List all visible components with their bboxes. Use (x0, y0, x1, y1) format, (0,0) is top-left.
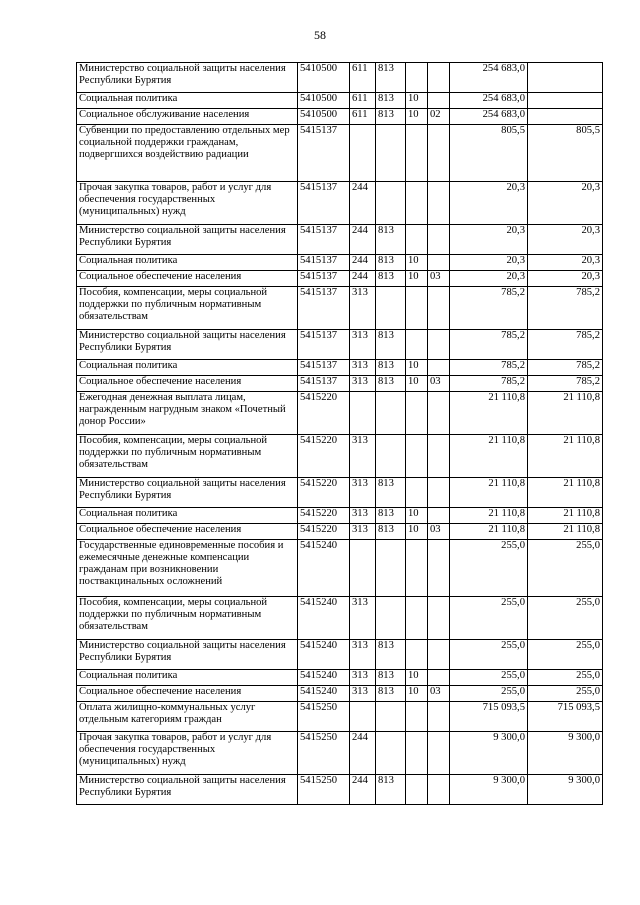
expense-type: 244 (350, 225, 376, 255)
expense-type: 313 (350, 524, 376, 540)
administrator-code: 813 (376, 376, 406, 392)
target-code: 5415220 (298, 508, 350, 524)
expense-type: 313 (350, 478, 376, 508)
expense-type: 313 (350, 508, 376, 524)
row-name: Министерство социальной защиты населения Республики Бурятия (77, 63, 298, 93)
table-row (77, 508, 603, 524)
amount-total: 20,3 (450, 271, 528, 287)
administrator-code: 813 (376, 686, 406, 702)
amount-subvention: 255,0 (528, 640, 603, 670)
amount-total: 255,0 (450, 597, 528, 640)
subsection-code (428, 597, 450, 640)
target-code: 5410500 (298, 93, 350, 109)
page-number: 58 (314, 28, 326, 42)
target-code: 5415240 (298, 686, 350, 702)
expense-type (350, 702, 376, 732)
section-code: 10 (406, 109, 428, 125)
amount-total: 20,3 (450, 182, 528, 225)
row-name: Социальное обеспечение населения (77, 271, 298, 287)
amount-subvention: 715 093,5 (528, 702, 603, 732)
section-code (406, 640, 428, 670)
administrator-code: 813 (376, 508, 406, 524)
amount-subvention: 21 110,8 (528, 508, 603, 524)
target-code: 5415220 (298, 524, 350, 540)
target-code: 5415137 (298, 125, 350, 182)
subsection-code: 02 (428, 109, 450, 125)
amount-subvention: 20,3 (528, 271, 603, 287)
row-name: Ежегодная денежная выплата лицам, награжденным нагрудным знаком «Почетный донор России» (77, 392, 298, 435)
administrator-code: 813 (376, 478, 406, 508)
subsection-code (428, 540, 450, 597)
table-row (77, 524, 603, 540)
section-code (406, 125, 428, 182)
table-row (77, 640, 603, 670)
amount-subvention: 21 110,8 (528, 524, 603, 540)
amount-subvention: 785,2 (528, 330, 603, 360)
section-code: 10 (406, 524, 428, 540)
row-name: Министерство социальной защиты населения Республики Бурятия (77, 775, 298, 805)
amount-total: 9 300,0 (450, 732, 528, 775)
administrator-code (376, 702, 406, 732)
administrator-code: 813 (376, 271, 406, 287)
expense-type: 611 (350, 109, 376, 125)
target-code: 5415220 (298, 478, 350, 508)
table-row (77, 255, 603, 271)
target-code: 5415137 (298, 360, 350, 376)
expense-type: 244 (350, 182, 376, 225)
table-row (77, 732, 603, 775)
row-name: Субвенции по предоставлению отдельных мер социальной поддержки гражданам, подвергшихся воздействию радиации (77, 125, 298, 182)
subsection-code (428, 640, 450, 670)
amount-total: 255,0 (450, 540, 528, 597)
amount-subvention: 805,5 (528, 125, 603, 182)
amount-total: 785,2 (450, 330, 528, 360)
expense-type: 244 (350, 775, 376, 805)
row-name: Социальная политика (77, 93, 298, 109)
amount-total: 21 110,8 (450, 392, 528, 435)
amount-total: 9 300,0 (450, 775, 528, 805)
table-row (77, 435, 603, 478)
target-code: 5415250 (298, 775, 350, 805)
administrator-code: 813 (376, 775, 406, 805)
administrator-code: 813 (376, 255, 406, 271)
table-row (77, 271, 603, 287)
table-row (77, 109, 603, 125)
amount-subvention: 785,2 (528, 287, 603, 330)
amount-subvention: 21 110,8 (528, 435, 603, 478)
administrator-code (376, 392, 406, 435)
table-row (77, 376, 603, 392)
amount-total: 21 110,8 (450, 478, 528, 508)
section-code (406, 732, 428, 775)
row-name: Социальная политика (77, 670, 298, 686)
row-name: Прочая закупка товаров, работ и услуг для обеспечения государственных (муниципальных) нужд (77, 182, 298, 225)
row-name: Пособия, компенсации, меры социальной поддержки по публичным нормативным обязательствам (77, 435, 298, 478)
expense-type: 244 (350, 271, 376, 287)
amount-subvention: 20,3 (528, 225, 603, 255)
amount-subvention: 255,0 (528, 686, 603, 702)
row-name: Пособия, компенсации, меры социальной поддержки по публичным нормативным обязательствам (77, 597, 298, 640)
section-code (406, 287, 428, 330)
amount-total: 254 683,0 (450, 93, 528, 109)
administrator-code (376, 125, 406, 182)
expense-type: 313 (350, 376, 376, 392)
subsection-code (428, 435, 450, 478)
administrator-code: 813 (376, 109, 406, 125)
target-code: 5415137 (298, 330, 350, 360)
section-code (406, 330, 428, 360)
administrator-code: 813 (376, 524, 406, 540)
target-code: 5415250 (298, 732, 350, 775)
amount-total: 20,3 (450, 225, 528, 255)
row-name: Пособия, компенсации, меры социальной поддержки по публичным нормативным обязательствам (77, 287, 298, 330)
administrator-code: 813 (376, 640, 406, 670)
target-code: 5415220 (298, 435, 350, 478)
target-code: 5415137 (298, 271, 350, 287)
table-row (77, 182, 603, 225)
table-row (77, 686, 603, 702)
amount-total: 21 110,8 (450, 508, 528, 524)
expense-type (350, 392, 376, 435)
subsection-code (428, 182, 450, 225)
amount-subvention (528, 109, 603, 125)
row-name: Министерство социальной защиты населения Республики Бурятия (77, 330, 298, 360)
administrator-code: 813 (376, 670, 406, 686)
subsection-code (428, 330, 450, 360)
subsection-code (428, 702, 450, 732)
administrator-code: 813 (376, 360, 406, 376)
amount-total: 254 683,0 (450, 63, 528, 93)
expense-type (350, 540, 376, 597)
target-code: 5415137 (298, 376, 350, 392)
expense-type (350, 125, 376, 182)
target-code: 5415240 (298, 670, 350, 686)
target-code: 5415250 (298, 702, 350, 732)
amount-subvention: 21 110,8 (528, 478, 603, 508)
expense-type: 313 (350, 686, 376, 702)
subsection-code: 03 (428, 524, 450, 540)
section-code (406, 392, 428, 435)
amount-total: 21 110,8 (450, 524, 528, 540)
target-code: 5410500 (298, 109, 350, 125)
section-code: 10 (406, 93, 428, 109)
amount-subvention: 9 300,0 (528, 775, 603, 805)
amount-total: 785,2 (450, 376, 528, 392)
row-name: Социальное обеспечение населения (77, 686, 298, 702)
target-code: 5415137 (298, 182, 350, 225)
row-name: Оплата жилищно-коммунальных услуг отдельным категориям граждан (77, 702, 298, 732)
subsection-code (428, 732, 450, 775)
administrator-code (376, 540, 406, 597)
amount-subvention: 20,3 (528, 255, 603, 271)
amount-subvention: 255,0 (528, 597, 603, 640)
section-code (406, 225, 428, 255)
section-code: 10 (406, 508, 428, 524)
table-row (77, 597, 603, 640)
row-name: Прочая закупка товаров, работ и услуг для обеспечения государственных (муниципальных) нужд (77, 732, 298, 775)
expense-type: 313 (350, 640, 376, 670)
subsection-code (428, 478, 450, 508)
administrator-code (376, 597, 406, 640)
section-code (406, 63, 428, 93)
section-code: 10 (406, 255, 428, 271)
row-name: Социальное обслуживание населения (77, 109, 298, 125)
section-code (406, 702, 428, 732)
expense-type: 244 (350, 255, 376, 271)
row-name: Социальная политика (77, 255, 298, 271)
amount-total: 785,2 (450, 360, 528, 376)
section-code (406, 435, 428, 478)
section-code: 10 (406, 670, 428, 686)
expense-type: 611 (350, 63, 376, 93)
expense-type: 313 (350, 330, 376, 360)
row-name: Государственные единовременные пособия и ежемесячные денежные компенсации гражданам при возникновении поствакцинальных осложнений (77, 540, 298, 597)
administrator-code (376, 287, 406, 330)
section-code (406, 597, 428, 640)
amount-subvention: 9 300,0 (528, 732, 603, 775)
subsection-code (428, 360, 450, 376)
table-row (77, 670, 603, 686)
table-row (77, 702, 603, 732)
administrator-code: 813 (376, 225, 406, 255)
section-code: 10 (406, 271, 428, 287)
subsection-code (428, 775, 450, 805)
section-code: 10 (406, 360, 428, 376)
table-row (77, 93, 603, 109)
row-name: Министерство социальной защиты населения Республики Бурятия (77, 225, 298, 255)
row-name: Министерство социальной защиты населения Республики Бурятия (77, 478, 298, 508)
amount-subvention: 21 110,8 (528, 392, 603, 435)
budget-table (76, 62, 603, 805)
expense-type: 313 (350, 597, 376, 640)
expense-type: 313 (350, 435, 376, 478)
subsection-code (428, 670, 450, 686)
administrator-code (376, 182, 406, 225)
expense-type: 313 (350, 360, 376, 376)
amount-subvention: 255,0 (528, 540, 603, 597)
subsection-code (428, 93, 450, 109)
table-row (77, 225, 603, 255)
table-row (77, 775, 603, 805)
subsection-code: 03 (428, 271, 450, 287)
amount-total: 715 093,5 (450, 702, 528, 732)
expense-type: 244 (350, 732, 376, 775)
administrator-code (376, 732, 406, 775)
expense-type: 611 (350, 93, 376, 109)
amount-total: 785,2 (450, 287, 528, 330)
administrator-code: 813 (376, 330, 406, 360)
row-name: Социальное обеспечение населения (77, 376, 298, 392)
subsection-code: 03 (428, 376, 450, 392)
section-code (406, 182, 428, 225)
amount-total: 20,3 (450, 255, 528, 271)
table-row (77, 392, 603, 435)
amount-total: 805,5 (450, 125, 528, 182)
target-code: 5415137 (298, 255, 350, 271)
subsection-code (428, 508, 450, 524)
section-code (406, 478, 428, 508)
amount-subvention: 20,3 (528, 182, 603, 225)
table-row (77, 360, 603, 376)
amount-total: 254 683,0 (450, 109, 528, 125)
table-row (77, 478, 603, 508)
target-code: 5415220 (298, 392, 350, 435)
amount-subvention: 785,2 (528, 376, 603, 392)
amount-subvention (528, 63, 603, 93)
table-row (77, 63, 603, 93)
amount-subvention: 785,2 (528, 360, 603, 376)
administrator-code (376, 435, 406, 478)
target-code: 5415240 (298, 640, 350, 670)
row-name: Социальная политика (77, 508, 298, 524)
table-row (77, 330, 603, 360)
amount-total: 255,0 (450, 670, 528, 686)
amount-total: 255,0 (450, 686, 528, 702)
subsection-code (428, 225, 450, 255)
subsection-code (428, 255, 450, 271)
amount-subvention: 255,0 (528, 670, 603, 686)
row-name: Министерство социальной защиты населения Республики Бурятия (77, 640, 298, 670)
subsection-code (428, 125, 450, 182)
amount-total: 21 110,8 (450, 435, 528, 478)
section-code: 10 (406, 686, 428, 702)
table-row (77, 540, 603, 597)
subsection-code (428, 63, 450, 93)
section-code (406, 540, 428, 597)
target-code: 5415240 (298, 597, 350, 640)
section-code: 10 (406, 376, 428, 392)
expense-type: 313 (350, 287, 376, 330)
target-code: 5415240 (298, 540, 350, 597)
amount-total: 255,0 (450, 640, 528, 670)
target-code: 5415137 (298, 225, 350, 255)
section-code (406, 775, 428, 805)
subsection-code: 03 (428, 686, 450, 702)
target-code: 5410500 (298, 63, 350, 93)
subsection-code (428, 287, 450, 330)
amount-subvention (528, 93, 603, 109)
administrator-code: 813 (376, 63, 406, 93)
table-row (77, 125, 603, 182)
administrator-code: 813 (376, 93, 406, 109)
row-name: Социальное обеспечение населения (77, 524, 298, 540)
row-name: Социальная политика (77, 360, 298, 376)
expense-type: 313 (350, 670, 376, 686)
table-row (77, 287, 603, 330)
target-code: 5415137 (298, 287, 350, 330)
subsection-code (428, 392, 450, 435)
